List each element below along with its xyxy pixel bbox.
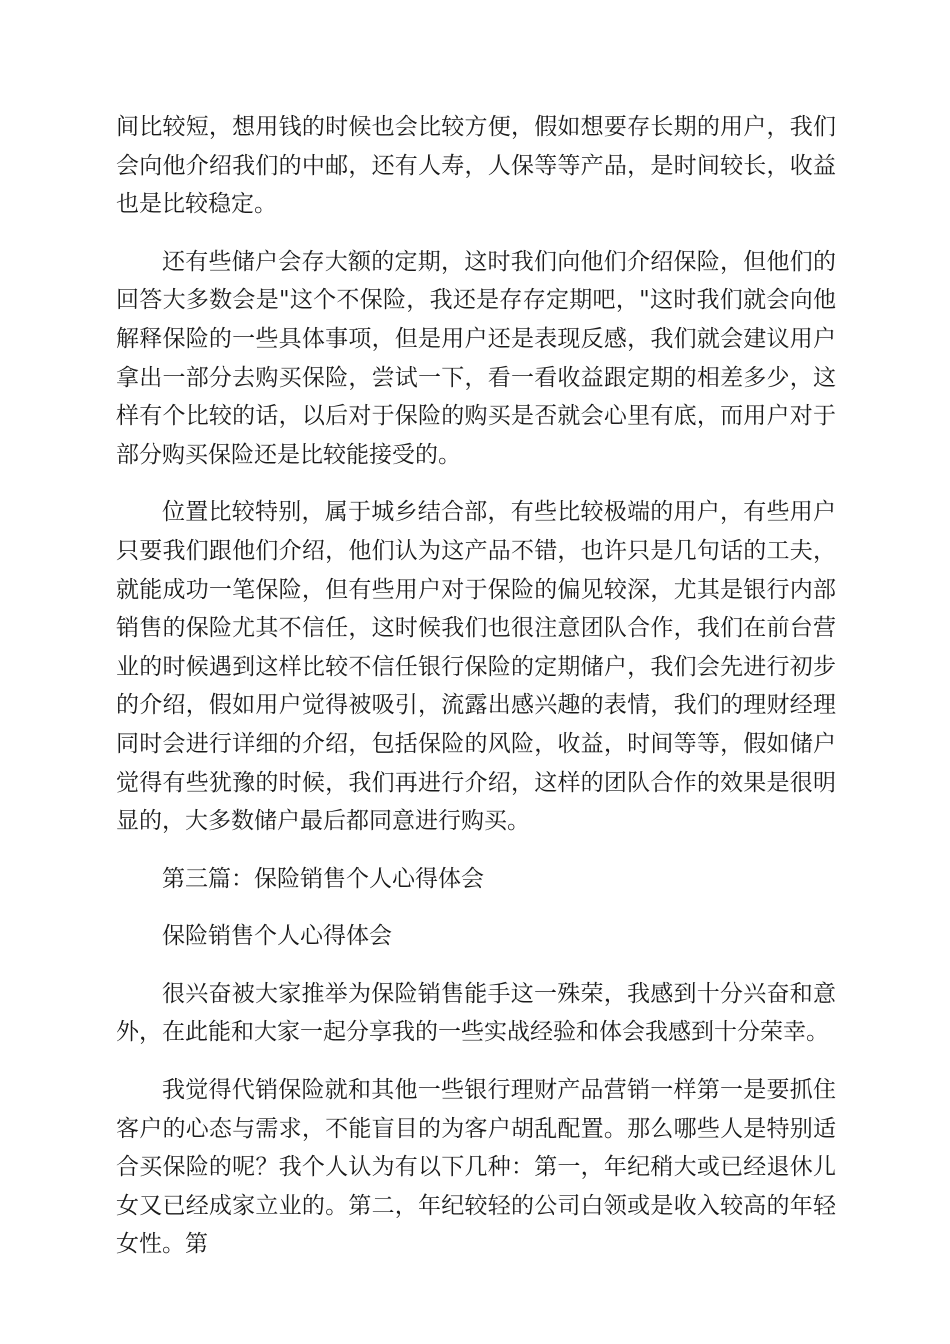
paragraph-large-deposit: 还有些储户会存大额的定期，这时我们向他们介绍保险，但他们的回答大多数会是"这个不保险，我还是存存定期吧，"这时我们就会向他解释保险的一些具体事项，但是用户还是表现反感，我们就会建议用户拿出一部分去购买保险，尝试一下，看一看收益跟定期的相差多少，这样有个比较的话，以后对于保险的购买是否就会心里有底，而用户对于部分购买保险还是比较能接受的。 (116, 248, 836, 468)
section-subheading: 保险销售个人心得体会 (162, 923, 392, 950)
paragraph-customer-needs: 我觉得代销保险就和其他一些银行理财产品营销一样第一是要抓住客户的心态与需求，不能盲目的为客户胡乱配置。那么哪些人是特别适合买保险的呢？我个人认为有以下几种：第一，年纪稍大或已经退休儿女又已经成家立业的。第二，年纪较轻的公司白领或是收入较高的年轻女性。第 (116, 1077, 836, 1258)
paragraph-continuation: 间比较短，想用钱的时候也会比较方便，假如想要存长期的用户，我们会向他介绍我们的中邮，还有人寿，人保等等产品，是时间较长，收益也是比较稳定。 (116, 114, 836, 218)
paragraph-honor: 很兴奋被大家推举为保险销售能手这一殊荣，我感到十分兴奋和意外，在此能和大家一起分享我的一些实战经验和体会我感到十分荣幸。 (116, 980, 836, 1046)
section-heading: 第三篇：保险销售个人心得体会 (162, 865, 484, 892)
paragraph-teamwork: 位置比较特别，属于城乡结合部，有些比较极端的用户，有些用户只要我们跟他们介绍，他们认为这产品不错，也许只是几句话的工夫，就能成功一笔保险，但有些用户对于保险的偏见较深，尤其是银行内部销售的保险尤其不信任，这时候我们也很注意团队合作，我们在前台营业的时候遇到这样比较不信任银行保险的定期储户，我们会先进行初步的介绍，假如用户觉得被吸引，流露出感兴趣的表情，我们的理财经理同时会进行详细的介绍，包括保险的风险，收益，时间等等，假如储户觉得有些犹豫的时候，我们再进行介绍，这样的团队合作的效果是很明显的，大多数储户最后都同意进行购买。 (116, 499, 836, 835)
document-body (116, 108, 836, 1283)
